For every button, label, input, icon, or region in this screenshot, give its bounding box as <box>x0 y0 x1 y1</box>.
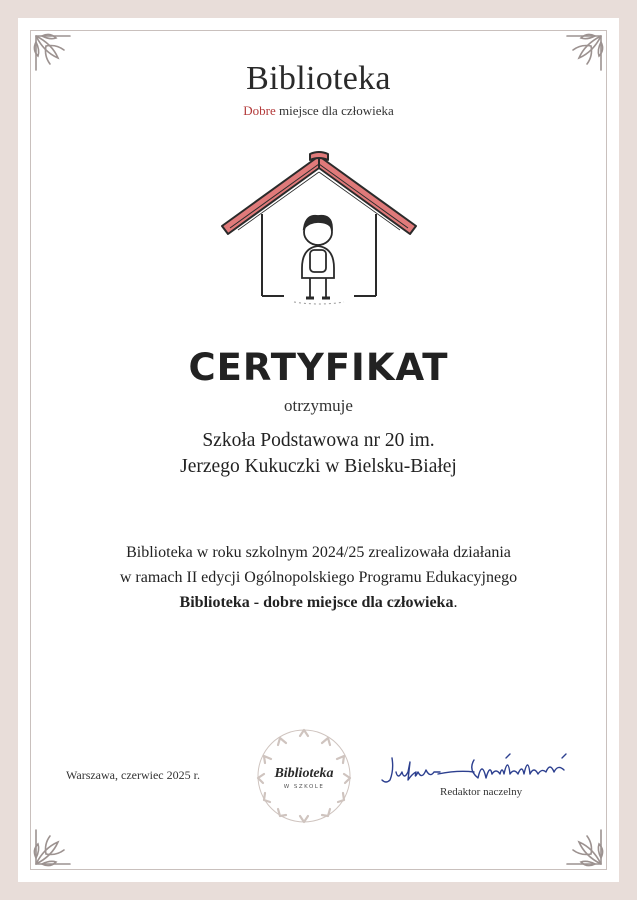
seal-title: Biblioteka <box>274 766 334 781</box>
school-line-1: Szkoła Podstawowa nr 20 im. <box>202 430 435 451</box>
signature-icon <box>378 750 574 790</box>
corner-ornament-icon <box>30 814 86 870</box>
certificate-heading: CERTYFIKAT <box>188 346 449 389</box>
brand-subtitle <box>0 103 637 119</box>
seal-subtitle: W SZKOLE <box>283 784 325 790</box>
recipient-school <box>0 428 637 480</box>
body-line-3 <box>0 590 637 615</box>
receives-label: otrzymuje <box>284 396 353 415</box>
corner-ornament-icon <box>551 814 607 870</box>
body-line-2: w ramach II edycji Ogólnopolskiego Programu Edukacyjnego <box>119 569 518 586</box>
laurel-seal-icon <box>250 722 358 830</box>
body-line-1: Biblioteka w roku szkolnym 2024/25 zrealizowała działania <box>126 544 511 561</box>
subtitle-rest: miejsce dla człowieka <box>275 103 394 118</box>
signer-role: Redaktor naczelny <box>440 786 523 798</box>
certificate-body <box>0 540 637 615</box>
place-date: Warszawa, czerwiec 2025 r. <box>66 768 200 782</box>
program-name: Biblioteka - dobre miejsce dla człowieka <box>179 594 454 611</box>
child-reader-icon <box>302 216 334 298</box>
brand-title: Biblioteka <box>246 60 391 97</box>
body-period: . <box>453 594 458 611</box>
school-line-2: Jerzego Kukuczki w Bielsku-Białej <box>180 456 457 477</box>
book-house-icon <box>214 150 424 310</box>
subtitle-accent: Dobre <box>243 103 276 118</box>
